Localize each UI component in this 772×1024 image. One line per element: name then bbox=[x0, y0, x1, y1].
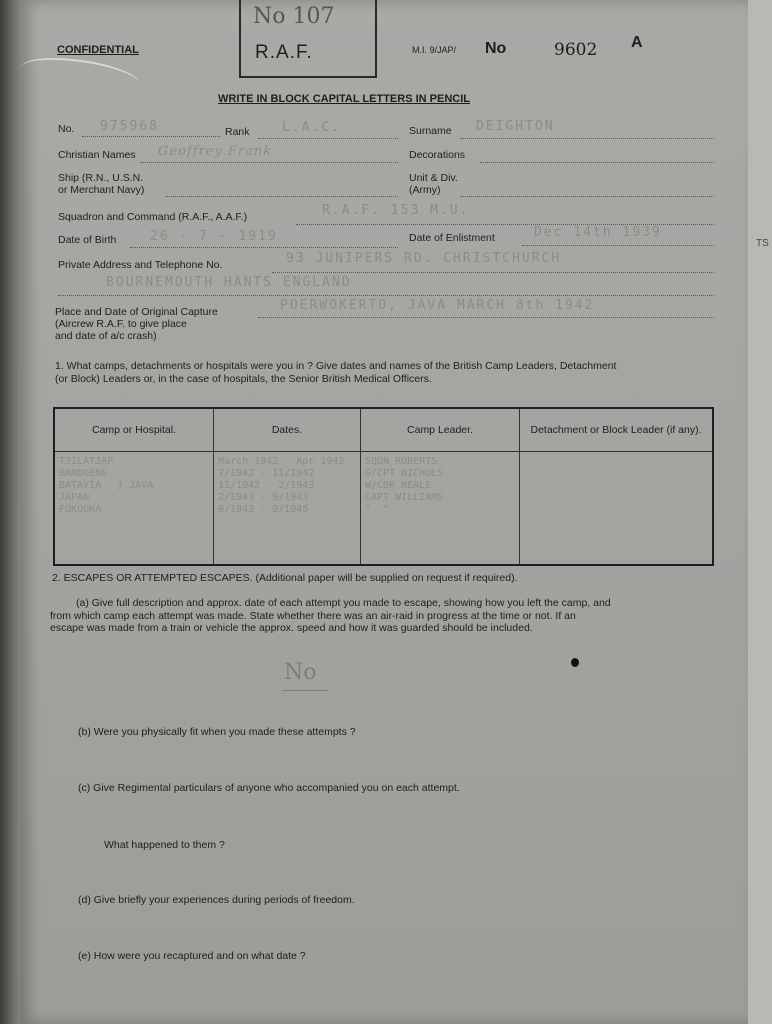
squadron-label: Squadron and Command (R.A.F., A.A.F.) bbox=[58, 211, 248, 223]
capture-value: POERWOKERTO, JAVA MARCH 8th 1942 bbox=[280, 298, 595, 313]
no-line bbox=[82, 136, 220, 137]
christian-names-label: Christian Names bbox=[58, 149, 136, 161]
section1-question-line2: (or Block) Leaders or, in the case of hospitals, the Senior British Medical Officers. bbox=[55, 373, 432, 385]
address-line-2 bbox=[58, 295, 714, 296]
unit-line bbox=[460, 196, 714, 197]
ref-code: M.I. 9/JAP/ bbox=[412, 45, 457, 55]
binding-string bbox=[20, 52, 142, 100]
section2-e: (e) How were you recaptured and on what date ? bbox=[78, 950, 306, 962]
ref-letter: A bbox=[631, 34, 643, 51]
unit-label-1: Unit & Div. bbox=[409, 172, 458, 184]
col-camp-or-hospital: Camp or Hospital. bbox=[54, 408, 214, 452]
unit-label-2: (Army) bbox=[409, 184, 441, 196]
dob-value: 26 - 7 - 1919 bbox=[150, 229, 278, 244]
ship-label-1: Ship (R.N., U.S.N. bbox=[58, 172, 144, 184]
dob-label: Date of Birth bbox=[58, 234, 117, 246]
col-dates: Dates. bbox=[214, 408, 361, 452]
raf-stamp bbox=[239, 0, 377, 78]
col-camp-leader: Camp Leader. bbox=[361, 408, 520, 452]
document-page bbox=[20, 0, 748, 1024]
answer-a: No bbox=[284, 660, 317, 685]
surname-label: Surname bbox=[409, 125, 452, 137]
ship-line bbox=[165, 196, 398, 197]
camps-cell bbox=[54, 452, 214, 566]
binder-edge bbox=[0, 0, 22, 1024]
address-label: Private Address and Telephone No. bbox=[58, 259, 223, 271]
camps-table bbox=[53, 407, 714, 566]
margin-text: TS bbox=[756, 238, 769, 249]
answer-a-underline bbox=[282, 690, 328, 691]
section2-a-line3: escape was made from a train or vehicle the approx. speed and how it was guarded should be included. bbox=[50, 622, 533, 634]
ship-label-2: or Merchant Navy) bbox=[58, 184, 145, 196]
section2-what-happened: What happened to them ? bbox=[104, 839, 225, 851]
ref-no-label: No bbox=[485, 40, 507, 57]
squadron-value: R.A.F. 153 M.U. bbox=[322, 203, 470, 218]
enlistment-line bbox=[522, 245, 714, 246]
address-value-2: BOURNEMOUTH HANTS ENGLAND bbox=[106, 275, 352, 290]
christian-names-value: Geoffrey Frank bbox=[158, 144, 273, 159]
dates-cell: March 1942 - Apr 1942 7/1942 - 11/1942 11/1942 - 2/1943 2/1943 - 9/1943 9/1943 - 9/1945 bbox=[214, 452, 361, 566]
leaders-cell: SQDN ROBERTS G/CPT NICHOLS W/CDR NEALE CAPT WILLIAMS " " bbox=[361, 452, 520, 566]
rank-value: L.A.C. bbox=[282, 120, 341, 135]
capture-label-1: Place and Date of Original Capture bbox=[55, 306, 218, 318]
capture-label-3: and date of a/c crash) bbox=[55, 330, 157, 342]
capture-line bbox=[258, 317, 714, 318]
address-value-1: 93 JUNIPERS RD. CHRISTCHURCH bbox=[286, 251, 562, 266]
section2-a-line1: (a) Give full description and approx. date of each attempt you made to escape, showing how you left the camp, and bbox=[76, 597, 611, 609]
section2-heading: 2. ESCAPES OR ATTEMPTED ESCAPES. (Additional paper will be supplied on request if required). bbox=[52, 572, 518, 584]
camps-list: TJILATJAP BANDOENG BATAVIA JAPAN FOKUOKA bbox=[59, 456, 114, 515]
enlistment-value: Dec 14th 1939 bbox=[534, 225, 662, 240]
col-detachment-leader: Detachment or Block Leader (if any). bbox=[520, 408, 714, 452]
instruction-heading: WRITE IN BLOCK CAPITAL LETTERS IN PENCIL bbox=[218, 93, 470, 105]
stamp-raf: R.A.F. bbox=[255, 42, 313, 63]
section2-c: (c) Give Regimental particulars of anyone who accompanied you on each attempt. bbox=[78, 782, 460, 794]
ref-number: 9602 bbox=[554, 40, 598, 60]
section2-d: (d) Give briefly your experiences during periods of freedom. bbox=[78, 894, 355, 906]
christian-names-line bbox=[140, 162, 398, 163]
dob-line bbox=[130, 247, 398, 248]
surname-value: DEIGHTON bbox=[476, 119, 555, 134]
no-value: 975968 bbox=[100, 119, 159, 134]
section2-b: (b) Were you physically fit when you made these attempts ? bbox=[78, 726, 356, 738]
confidential-label: CONFIDENTIAL bbox=[57, 44, 139, 56]
decorations-label: Decorations bbox=[409, 149, 466, 161]
camps-brace: } JAVA bbox=[117, 480, 154, 491]
detachment-cell bbox=[520, 452, 714, 566]
rank-line bbox=[258, 138, 398, 139]
enlistment-label: Date of Enlistment bbox=[409, 232, 495, 244]
section1-question-line1: 1. What camps, detachments or hospitals were you in ? Give dates and names of the British Camp Leaders, Detachment bbox=[55, 360, 617, 372]
address-line-1 bbox=[272, 272, 714, 273]
rank-label: Rank bbox=[225, 126, 250, 138]
capture-label-2: (Aircrew R.A.F. to give place bbox=[55, 318, 187, 330]
adjacent-page-edge bbox=[748, 0, 772, 1024]
section2-a-line2: from which camp each attempt was made. State whether there was an air-raid in progress at the time or not. If an bbox=[50, 610, 576, 622]
ink-spot bbox=[571, 658, 579, 667]
stamp-number: No 107 bbox=[253, 4, 335, 29]
no-label: No. bbox=[58, 123, 75, 135]
surname-line bbox=[460, 138, 714, 139]
decorations-line bbox=[480, 162, 714, 163]
